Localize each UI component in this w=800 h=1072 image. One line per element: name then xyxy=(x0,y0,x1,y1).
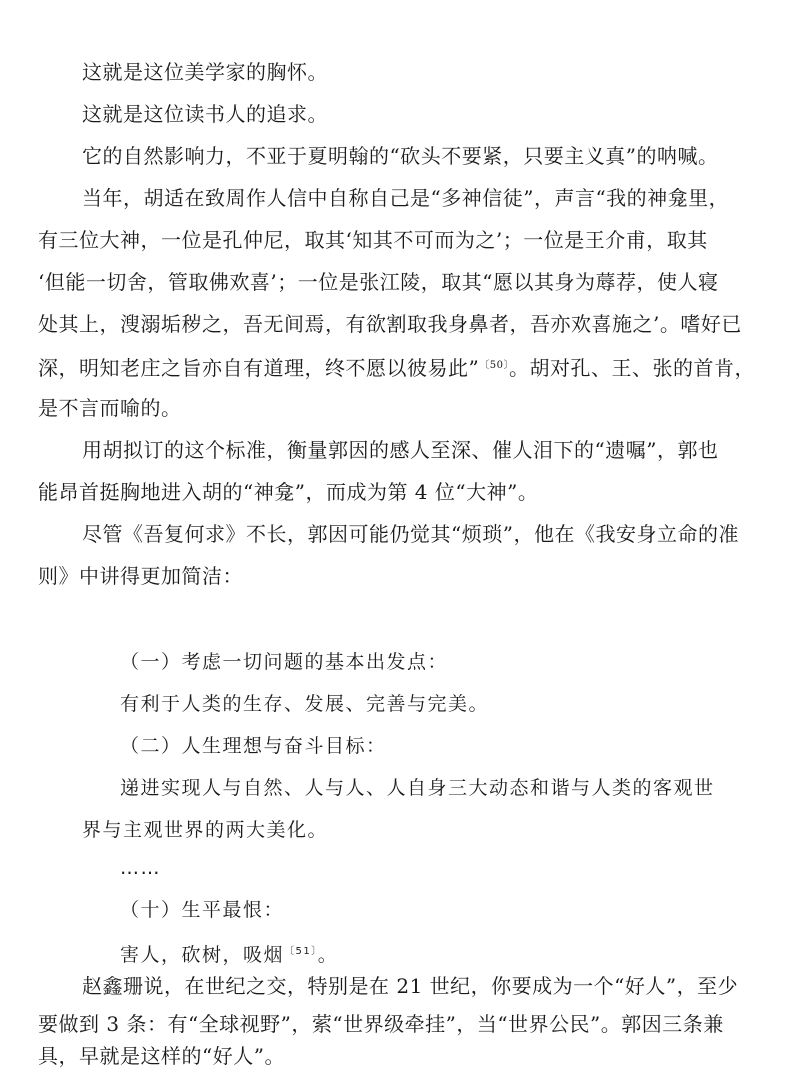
paragraph-line: 赵鑫珊说，在世纪之交，特别是在 21 世纪，你要成为一个“好人”，至少 xyxy=(82,974,739,998)
paragraph-line: 这就是这位美学家的胸怀。 xyxy=(82,60,328,84)
quote-line: （二）人生理想与奋斗目标： xyxy=(120,735,387,757)
paragraph-line: 是不言而喻的。 xyxy=(38,396,182,420)
paragraph-line: 则》中讲得更加简洁： xyxy=(38,564,243,588)
quote-text: 。 xyxy=(317,944,339,966)
quote-line: 有利于人类的生存、发展、完善与完美。 xyxy=(120,693,490,715)
paragraph-line: 能昂首挺胸地进入胡的“神龛”，而成为第 4 位“大神”。 xyxy=(38,480,539,504)
quote-line: 界与主观世界的两大美化。 xyxy=(82,819,329,841)
quote-line: 递进实现人与自然、人与人、人自身三大动态和谐与人类的客观世 xyxy=(120,777,715,799)
paragraph-line xyxy=(38,352,800,382)
paragraph-line: 它的自然影响力，不亚于夏明翰的“砍头不要紧，只要主义真”的呐喊。 xyxy=(82,144,719,168)
paragraph-line: 用胡拟订的这个标准，衡量郭因的感人至深、催人泪下的“遗嘱”，郭也 xyxy=(82,438,719,462)
quote-text: 害人，砍树，吸烟 xyxy=(120,944,285,966)
paragraph-line: 处其上，溲溺垢秽之，吾无间焉，有欲割取我身鼻者，吾亦欢喜施之’。嗜好已 xyxy=(38,312,742,336)
paragraph-line: 要做到 3 条：有“全球视野”，萦“世界级牵挂”，当“世界公民”。郭因三条兼 xyxy=(38,1012,724,1036)
quote-line: （十）生平最恨： xyxy=(120,899,285,921)
footnote-ref: 〔50〕 xyxy=(479,360,509,371)
paragraph-line: ‘但能一切舍，管取佛欢喜’；一位是张江陵，取其“愿以其身为蓐荐，使人寝 xyxy=(38,270,719,294)
paragraph-line: 有三位大神，一位是孔仲尼，取其‘知其不可而为之’；一位是王介甫，取其 xyxy=(38,228,708,252)
footnote-ref: 〔51〕 xyxy=(284,946,318,957)
paragraph-line: 尽管《吾复何求》不长，郭因可能仍觉其“烦琐”，他在《我安身立命的准 xyxy=(82,522,739,546)
paragraph-line: 这就是这位读书人的追求。 xyxy=(82,102,328,126)
quote-ellipsis: …… xyxy=(120,857,161,879)
paragraph-line: 具，早就是这样的“好人”。 xyxy=(38,1044,285,1068)
quote-line xyxy=(120,938,800,969)
quote-line: （一）考虑一切问题的基本出发点： xyxy=(120,651,449,673)
paragraph-text: 。胡对孔、王、张的首肯， xyxy=(508,356,755,380)
paragraph-text: 深，明知老庄之旨亦自有道理，终不愿以彼易此” xyxy=(38,356,480,380)
paragraph-line: 当年，胡适在致周作人信中自称自己是“多神信徒”，声言“我的神龛里， xyxy=(82,186,730,210)
